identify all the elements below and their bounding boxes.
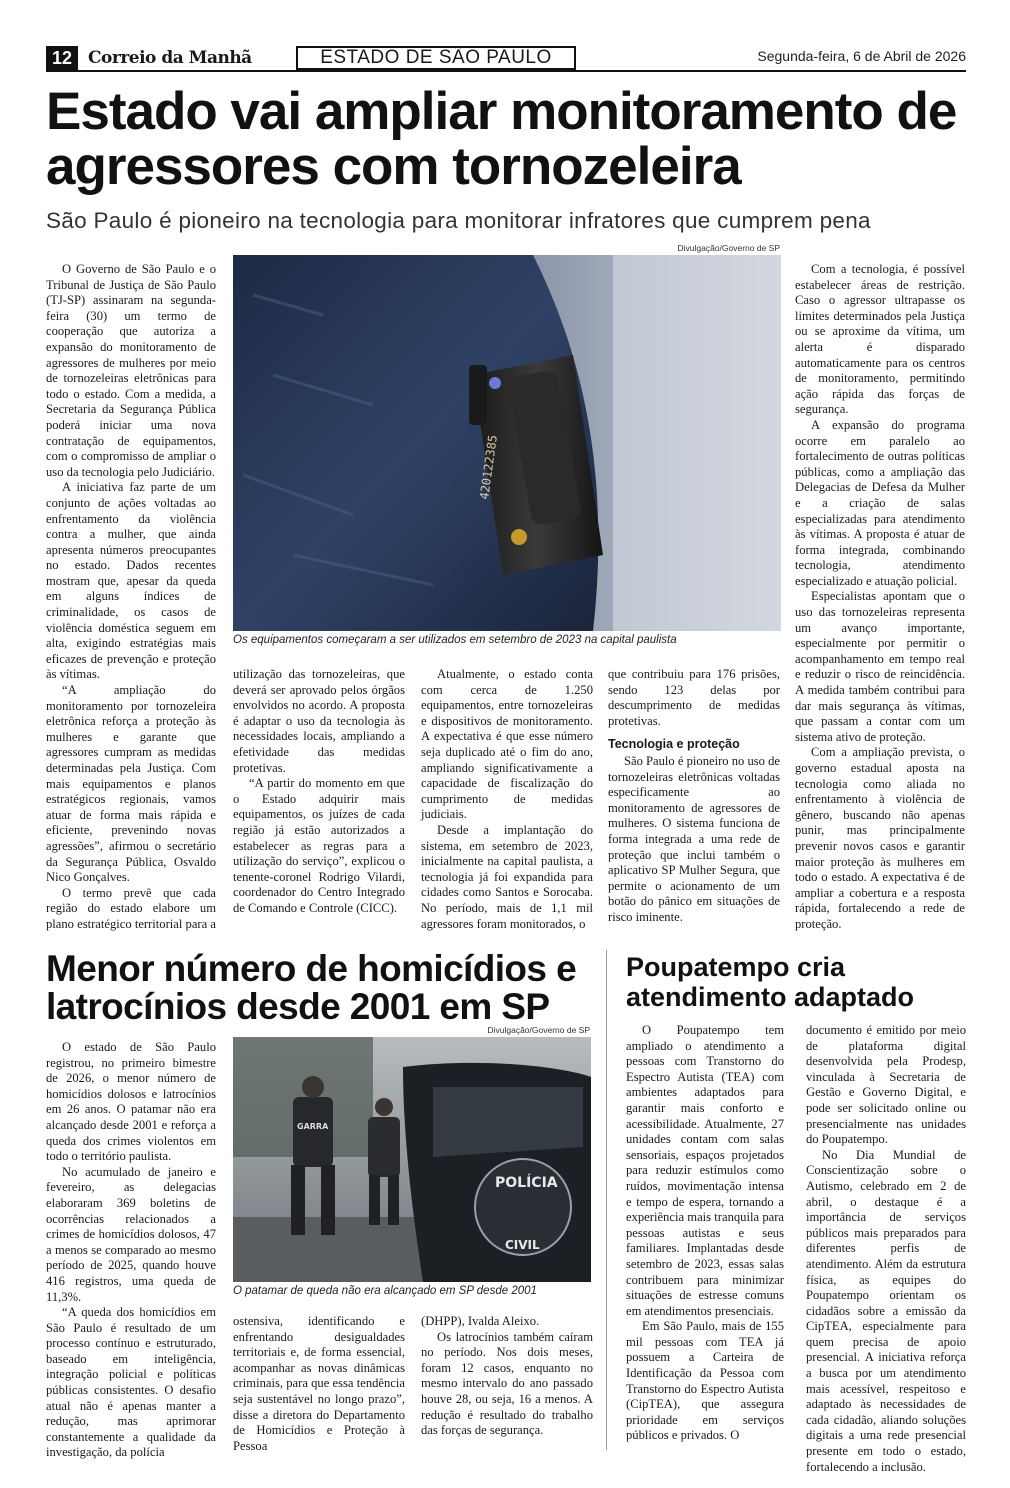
homicides-col-1 [46,1040,216,1461]
main-col-2 [233,667,405,917]
homicides-headline: Menor número de homicídios e latrocínios desde 2001 em SP [46,948,577,1027]
car-police-text: POLÍCIA [495,1175,558,1191]
paragraph: O estado de São Paulo registrou, no primeiro bimestre de 2026, o menor número de homicídios dolosos e latrocínios em 26 anos. O patamar não era alcançado desde 2001 e reforça a queda dos crimes violentos em todo o território paulista. [46,1040,216,1164]
paragraph: “A ampliação do monitoramento por tornozeleira eletrônica reforça a proteção às mulheres e garante que agressores cumpram as medidas determinadas pela Justiça. Com mais equipamentos e planos estratégicos regionais, vamos atuar de forma mais rápida e eficiente, prevenindo novas agressões”, afirmou o secretário da Segurança Pública, Osvaldo Nico Gonçalves. [46,683,216,885]
poupatempo-col-1 [626,1023,784,1444]
paragraph: No acumulado de janeiro e fevereiro, as delegacias elaboraram 369 boletins de ocorrências relacionados a crimes de homicídios dolosos, 47 a menos se comparado ao mesmo período de 2025, quando houve 416 registros, uma queda de 11,3%. [46,1164,216,1304]
paragraph: Em São Paulo, mais de 155 mil pessoas com TEA já possuem a Carteira de Identificação da Pessoa com Transtorno do Espectro Autista (CipTEA), que assegura prioridade em serviços públicos e privados. O [626,1319,784,1443]
homicides-col-3 [421,1314,593,1439]
paragraph: utilização das tornozeleiras, que deverá ser aprovado pelos órgãos envolvidos no acordo. A proposta é adaptar o uso da tecnologia às necessidades locais, ampliando a efetividade das medidas protetivas. [233,667,405,775]
main-col-5 [795,262,965,933]
newspaper-logo: Correio da Manhã [88,48,252,68]
column-divider [606,950,607,1450]
section-subhead: Tecnologia e proteção [608,737,740,752]
paragraph: A iniciativa faz parte de um conjunto de ações voltadas ao enfrentamento da violência contra a mulher, que ainda apresenta números preocupantes no estado. Dados recentes mostram que, apesar da queda em alguns índices de criminalidade, os casos de violência doméstica seguem em alta, exigindo estratégias mais eficazes de prevenção e proteção às vítimas. [46,480,216,682]
paragraph: (DHPP), Ivalda Aleixo. [421,1314,540,1328]
ankle-monitor-illustration [233,255,781,631]
paragraph: Atualmente, o estado conta com cerca de 1.250 equipamentos, entre tornozeleiras e dispositivos de monitoramento. A expectativa é que esse número seja duplicado até o fim do ano, ampliando significativamente a capacidade de fiscalização do cumprimento de medidas judiciais. [421,667,593,822]
paragraph: Desde a implantação do sistema, em setembro de 2023, inicialmente na capital paulista, a tecnologia já foi expandida para cidades como Santos e Sorocaba. No período, mais de 1,1 mil agressores foram monitorados, o [421,822,593,931]
paragraph: No Dia Mundial de Conscientização sobre o Autismo, celebrado em 2 de abril, o destaque é a importância de serviços públicos mais preparados para diferentes perfis de atendimento. Além da estrutura física, as equipes do Poupatempo orientam os cidadãos sobre a emissão da CipTEA, especialmente para quem precisa de apoio presencial. A iniciativa reforça a busca por um atendimento mais acessível, respeitoso e adaptado às necessidades de cada cidadão, aliando soluções digitais a uma rede presencial presente em todo o estado, fortalecendo a inclusão. [806,1147,966,1474]
vest-text: GARRA [297,1122,329,1131]
homicides-photo-credit: Divulgação/Governo de SP [487,1025,590,1035]
main-col-4 [608,667,780,926]
paragraph: que contribuiu para 176 prisões, sendo 123 delas por descumprimento de medidas protetivas. [608,667,780,728]
police-illustration [233,1037,591,1282]
homicides-photo-caption: O patamar de queda não era alcançado em SP desde 2001 [233,1285,537,1297]
main-col-3 [421,667,593,932]
paragraph: A expansão do programa ocorre em paralelo ao fortalecimento de outras políticas públicas, como a ampliação das Delegacias de Defesa da Mulher e a criação de salas especializadas para atendimento às vítimas. A proposta é atuar de forma integrada, combinando tecnologia, atendimento especializado e atuação policial. [795,417,965,588]
paragraph: documento é emitido por meio de plataforma digital desenvolvida pela Prodesp, vinculada à Secretaria de Gestão e Governo Digital, e pode ser solicitado online ou presencialmente nas unidades do Poupatempo. [806,1023,966,1147]
main-subtitle: São Paulo é pioneiro na tecnologia para monitorar infratores que cumprem pena [46,208,871,233]
paragraph: O termo prevê que cada região do estado elabore um plano estratégico territorial para a [46,885,216,931]
car-civil-text: CIVIL [505,1238,540,1252]
ankle-monitor-photo [233,255,781,631]
issue-date: Segunda-feira, 6 de Abril de 2026 [757,48,966,64]
poupatempo-headline: Poupatempo cria atendimento adaptado [626,952,915,1012]
section-label: ESTADO DE SÃO PAULO [296,46,576,70]
main-photo-credit: Divulgação/Governo de SP [677,243,780,253]
paragraph: O Poupatempo tem ampliado o atendimento a pessoas com Transtorno do Espectro Autista (TEA) com ambientes adaptados para garantir mais conforto e acessibilidade. Atualmente, 27 unidades contam com salas sensoriais, espaços projetados para reduzir estímulos como ruídos, movimentação intensa e tempo de espera, tornando a experiência mais tranquila para pessoas autistas e seus familiares. Implantadas desde setembro de 2023, essas salas contribuem para minimizar situações de estresse comuns em atendimentos presenciais. [626,1023,784,1318]
paragraph: São Paulo é pioneiro no uso de tornozeleiras eletrônicas voltadas especificamente ao monitoramento de agressores de mulheres. O sistema funciona de forma integrada a uma rede de proteção que inclui também o aplicativo SP Mulher Segura, que permite o acionamento de um botão do pânico em situações de risco iminente. [608,753,781,924]
main-col-1 [46,262,216,933]
homicides-col-2 [233,1314,405,1454]
main-headline: Estado vai ampliar monitoramento de agressores com tornozeleira [46,82,957,196]
paragraph: Com a tecnologia, é possível estabelecer áreas de restrição. Caso o agressor ultrapasse os limites determinados pela Justiça ou se aproxime da vítima, um alerta é disparado automaticamente para os centros de monitoramento, permitindo ação rápida das forças de segurança. [795,262,965,417]
paragraph: Os latrocínios também caíram no período. Nos dois meses, foram 12 casos, enquanto no mesmo intervalo do ano passado houve 28, ou seja, 16 a menos. A redução é resultado do trabalho das forças de segurança. [421,1329,593,1438]
main-photo-caption: Os equipamentos começaram a ser utilizados em setembro de 2023 na capital paulista [233,634,677,646]
paragraph: “A partir do momento em que o Estado adquirir mais equipamentos, os juízes de cada região já estão autorizados a estabelecer as regras para a utilização do serviço”, explicou o tenente-coronel Rodrigo Vilardi, coordenador do Centro Integrado de Comando e Controle (CICC). [233,776,405,915]
device-serial: 420122385 [477,434,501,501]
header-rule [46,70,966,72]
paragraph: O Governo de São Paulo e o Tribunal de Justiça de São Paulo (TJ-SP) assinaram na segunda-feira (30) um termo de cooperação que autoriza a expansão do monitoramento de agressores de mulheres por meio de tornozeleiras eletrônicas para todo o estado. Com a medida, a Secretaria da Segurança Pública poderá iniciar uma nova contratação de equipamentos, com o compromisso de ampliar o uso da tecnologia pelo Judiciário. [46,262,216,479]
poupatempo-col-2 [806,1023,966,1475]
police-photo [233,1037,591,1282]
paragraph: Com a ampliação prevista, o governo estadual aposta na tecnologia como aliada no enfrentamento à violência de gênero, buscando não apenas punir, mas principalmente prevenir novos casos e garantir maior proteção às mulheres em todo o estado. A expectativa é de ampliar a cobertura e a resposta rápida, fortalecendo a rede de proteção. [795,745,965,931]
page-header [46,46,966,72]
page-number: 12 [46,46,78,70]
paragraph: ostensiva, identificando e enfrentando desigualdades territoriais e, de forma essencial, acompanhar as novas dinâmicas criminais, para que essa tendência seja sustentável no longo prazo”, disse a diretora do Departamento de Homicídios e Proteção à Pessoa [233,1314,405,1453]
paragraph: Especialistas apontam que o uso das tornozeleiras representa um avanço importante, especialmente por permitir o acompanhamento em tempo real e reduzir o risco de reincidência. A medida também contribui para dar mais segurança às vítimas, que passam a contar com um sistema ativo de proteção. [795,589,965,744]
paragraph: “A queda dos homicídios em São Paulo é resultado de um processo contínuo e estruturado, baseado em inteligência, integração policial e políticas públicas consistentes. O desafio atual não é apenas manter a redução, mas aprimorar constantemente a qualidade da investigação, da polícia [46,1305,216,1460]
